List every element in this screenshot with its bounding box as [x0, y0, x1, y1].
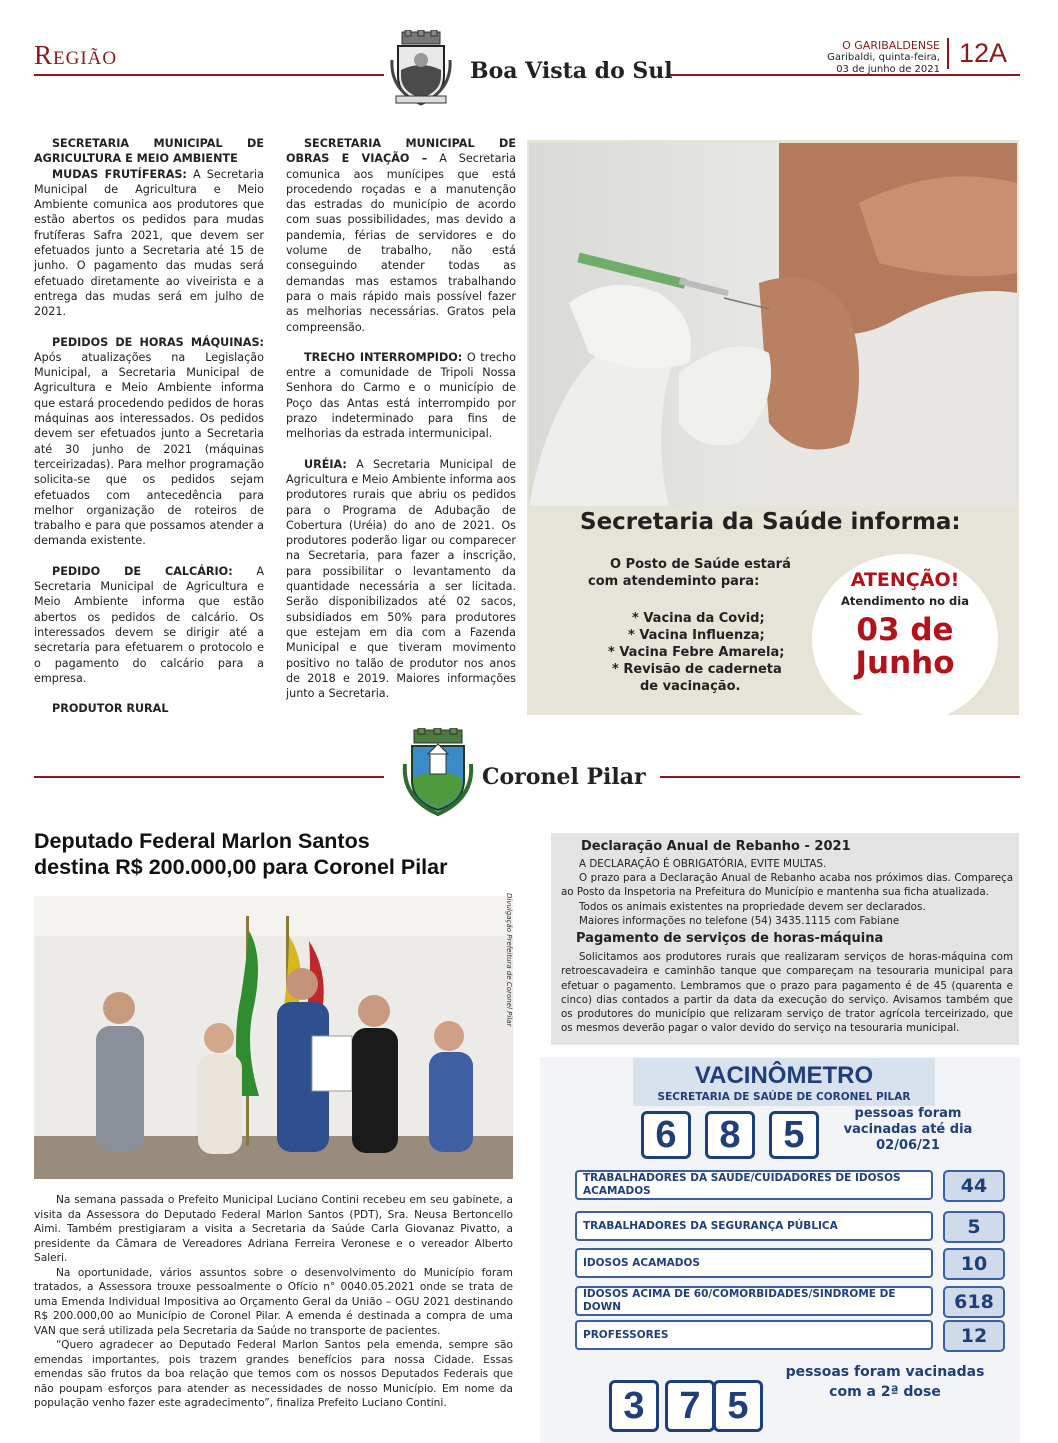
health-item-2: * Vacina Influenza;: [628, 628, 765, 643]
count-bedridden-elderly: 10: [943, 1248, 1005, 1280]
col2-heading-2: TRECHO INTERROMPIDO:: [304, 350, 463, 364]
health-item-4: * Revisão de caderneta: [612, 662, 782, 677]
col1-paragraph-3: A Secretaria Municipal de Agricultura e Meio Ambiente informa que estão abertos os pedidos de calcário. Os interessados devem se dirigir até a secretaria para efetuarem o protocolo e o pagamento do calcário para a empresa.: [34, 564, 264, 685]
col1-paragraph-1: A Secretaria Municipal de Agricultura e Meio Ambiente comunica aos produtores que estão abertos os pedidos para mudas frutíferas Safra 2021, que devem ser efetuados junto a Secretaria até 15 de junho. O pagamento das mudas será efetuado diretamente ao viveirista e a entrega das mudas será em julho de 2021.: [34, 167, 264, 319]
notice-line-2: O prazo para a Declaração Anual de Rebanho acaba nos próximos dias. Compareça ao Posto da Inspetoria na Prefeitura do Município e mantenha sua ficha atualizada.: [561, 872, 1013, 899]
notice-line-3: Todos os animais existentes na propriedade devem ser declarados.: [579, 900, 926, 913]
total-digit-2: 8: [705, 1111, 755, 1159]
attention-circle: [812, 554, 998, 724]
total-digit-3: 5: [769, 1111, 819, 1159]
second-dose-digit-3: 5: [713, 1380, 763, 1432]
total-caption-1: pessoas foram: [854, 1106, 962, 1121]
health-item-5: de vacinação.: [640, 679, 741, 694]
col2-paragraph-2: O trecho entre a comunidade de Tripoli Nossa Senhora do Carmo e o município de Poço das Antas está interrompido por prazo indeterminado para fins de melhorias da estrada intermunicipal.: [286, 350, 516, 441]
notice-box: [551, 833, 1019, 1045]
dateline-2: 03 de junho de 2021: [836, 64, 940, 75]
attention-date-2: Junho: [855, 645, 955, 681]
notice-title-2: Pagamento de serviços de horas-máquina: [576, 931, 884, 947]
health-services: [588, 556, 791, 695]
coronel-town-name: Coronel Pilar: [482, 764, 646, 790]
article-headline: [34, 828, 447, 880]
attention-date-1: 03 de: [856, 612, 954, 648]
health-intro-1: O Posto de Saúde estará: [610, 557, 791, 572]
health-intro-2: com atendeminto para:: [588, 574, 760, 589]
total-caption-3: 02/06/21: [876, 1138, 940, 1153]
second-dose-caption-1: pessoas foram vacinadas: [785, 1364, 985, 1380]
dateline-1: Garibaldi, quinta-feira,: [827, 52, 940, 63]
category-teachers: PROFESSORES: [575, 1320, 933, 1350]
second-dose-caption-2: com a 2ª dose: [829, 1384, 941, 1400]
article-paragraph-3: “Quero agradecer ao Deputado Federal Marlon Santos pela emenda, sempre são emendas importantes, pois trazem grandes benefícios para nossa Cidade. Essas emendas são frutos da boa relação que temos com os nossos Deputados Federais que não poupam esforços para atender as necessidades de nosso Município. Em nome da população venho fazer este agradecimento”, finaliza Prefeito Luciano Contini.: [34, 1339, 513, 1409]
health-title: Secretaria da Saúde informa:: [580, 509, 961, 535]
total-caption: [838, 1106, 978, 1154]
page-number: 12A: [947, 38, 1007, 69]
count-health-workers: 44: [943, 1170, 1005, 1202]
attention-label: ATENÇÃO!: [850, 569, 960, 591]
col1-heading-3: PEDIDO DE CALCÁRIO:: [52, 564, 233, 578]
health-item-1: * Vacina da Covid;: [632, 611, 765, 626]
notice-paragraph-2: Solicitamos aos produtores rurais que realizaram serviços de horas-máquina com retroescavadeira e caminhão tanque que compareçam na tesouraria municipal para efetuar o pagamento. Lembramos que o prazo para pagamento é de 45 (quarenta e cinco) dias contados a partir da data da execução do serviço. Avisamos também que os produtores do município que relizaram serviço de trator agrícola terceirizado, que os mesmos deverão pagar o valor devido do serviço na tesouraria municipal.: [561, 951, 1013, 1035]
col2-paragraph-1: A Secretaria comunica aos munícipes que está procedendo roçadas e a manutenção das estradas do município de acordo com suas possibilidades, mas devido a pandemia, férias de servidores e do volume de trabalho, não está conseguindo atender todas as demandas mas estamos trabalhando para o mais rápido mais possível fazer as melhorias necessárias. Gratos pela compreensão.: [286, 152, 516, 334]
paper-name: O GARIBALDENSE: [842, 39, 940, 52]
category-bedridden-elderly: IDOSOS ACAMADOS: [575, 1248, 933, 1278]
count-elderly-comorbidities: 618: [943, 1286, 1005, 1318]
category-public-security: TRABALHADORES DA SEGURANÇA PÚBLICA: [575, 1211, 933, 1241]
column-agriculture: [34, 136, 264, 731]
second-dose-digit-2: 7: [665, 1380, 715, 1432]
notice-line-1: A DECLARAÇÃO É OBRIGATÓRIA, EVITE MULTAS.: [579, 858, 827, 870]
col2-paragraph-3: A Secretaria Municipal de Agricultura e Meio Ambiente informa aos produtores rurais que abriu os pedidos para o Programa de Adubação de Cobertura (Uréia) do ano de 2021. Os produtores poderão ligar ou comparecer na Secretaria, para fazer a inscrição, para possibilitar o levantamento da quantidade necessária a ser licitada. Serão disponibilizados até 02 sacos, subsidiados em 50% para produtores que estejam em dia com a Fazenda Municipal e que tiveram movimento positivo no talão de produtor nos anos de 2018 e 2019. Maiores informações junto a Secretaria.: [286, 457, 516, 701]
col1-heading-2: PEDIDOS DE HORAS MÁQUINAS:: [52, 335, 264, 349]
town-name: Boa Vista do Sul: [470, 58, 673, 84]
total-digit-1: 6: [641, 1111, 691, 1159]
health-item-3: * Vacina Febre Amarela;: [608, 645, 785, 660]
attention-sub: Atendimento no dia: [841, 594, 969, 608]
article-body: [34, 1193, 513, 1411]
publication-info: [827, 40, 940, 76]
vaccinometer-subtitle: SECRETARIA DE SAÚDE DE CORONEL PILAR: [657, 1091, 911, 1103]
header-rule-left: [34, 74, 384, 76]
headline-line-1: Deputado Federal Marlon Santos: [34, 829, 370, 853]
boa-vista-crest-icon: [388, 30, 454, 110]
notice-title: Declaração Anual de Rebanho - 2021: [581, 839, 851, 854]
section-title: Região: [34, 40, 118, 70]
section-rule-left: [34, 776, 384, 778]
col1-heading-4: PRODUTOR RURAL: [52, 702, 169, 716]
article-paragraph-2: Na oportunidade, vários assuntos sobre o desenvolvimento do Município foram tratados, a Assessora trouxe pessoalmente o Ofício n° 0040.05.2021 onde se trata de uma Emenda Individual Impositiva ao Orçamento Geral da União – OGU 2021 destinando R$ 200.000,00 ao Município de Coronel Pilar. A emenda é destinada a compra de uma VAN que será utilizada pela Secretaria da Saúde no transporte de pacientes.: [34, 1266, 513, 1337]
count-teachers: 12: [943, 1320, 1005, 1352]
col1-paragraph-2: Após atualizações na Legislação Municipal, a Secretaria Municipal de Agricultura e Meio Ambiente informa que estará procedendo pedidos de horas máquinas aos interessados. Os pedidos devem ser efetuados junto a Secretaria até 30 junho de 2021 (máquinas terceirizadas). Para melhor programação solicita-se que os pedidos sejam efetuados com antecedência para melhor organização de roteiros de trabalho e para que possamos atender a demanda existente.: [34, 350, 264, 548]
col1-subheading: MUDAS FRUTÍFERAS:: [52, 167, 187, 181]
category-elderly-comorbidities: IDOSOS ACIMA DE 60/COMORBIDADES/SINDROME DE DOWN: [575, 1286, 933, 1316]
section-rule-right: [660, 776, 1020, 778]
notice-line-4: Maiores informações no telefone (54) 3435.1115 com Fabiane: [579, 914, 900, 927]
headline-line-2: destina R$ 200.000,00 para Coronel Pilar: [34, 855, 448, 879]
meeting-photo: [34, 896, 513, 1179]
col1-heading: SECRETARIA MUNICIPAL DE AGRICULTURA E MEIO AMBIENTE: [34, 137, 264, 166]
column-public-works: [286, 136, 516, 716]
col2-heading-1: SECRETARIA MUNICIPAL DE OBRAS E VIAÇÃO –: [286, 137, 516, 166]
vaccinometer-title-box: [633, 1058, 935, 1106]
col2-heading-3: URÉIA:: [304, 457, 347, 471]
second-dose-digit-1: 3: [609, 1380, 659, 1432]
vaccinometer-title: VACINÔMETRO: [694, 1062, 874, 1089]
article-paragraph-1: Na semana passada o Prefeito Municipal Luciano Contini recebeu em seu gabinete, a visita da Assessora do Deputado Federal Marlon Santos (PDT), Sra. Neusa Bertoncello Aimi. Também prestigiaram a visita a Secretaria da Saúde Carla Giovanaz Pivatto, a presidente da Câmara de Vereadores Adriana Ferreira Veronese e o vereador Alberto Saleri.: [34, 1194, 513, 1264]
photo-credit: Divulgação Prefeitura de Coronel Pilar: [505, 893, 513, 1027]
vaccination-photo: [529, 143, 1017, 506]
second-dose-caption: [770, 1362, 1000, 1402]
count-public-security: 5: [943, 1211, 1005, 1243]
coronel-pilar-crest-icon: [400, 728, 476, 820]
total-caption-2: vacinadas até dia: [843, 1122, 973, 1137]
category-health-workers: TRABALHADORES DA SAÚDE/CUIDADORES DE IDOSOS ACAMADOS: [575, 1170, 933, 1200]
